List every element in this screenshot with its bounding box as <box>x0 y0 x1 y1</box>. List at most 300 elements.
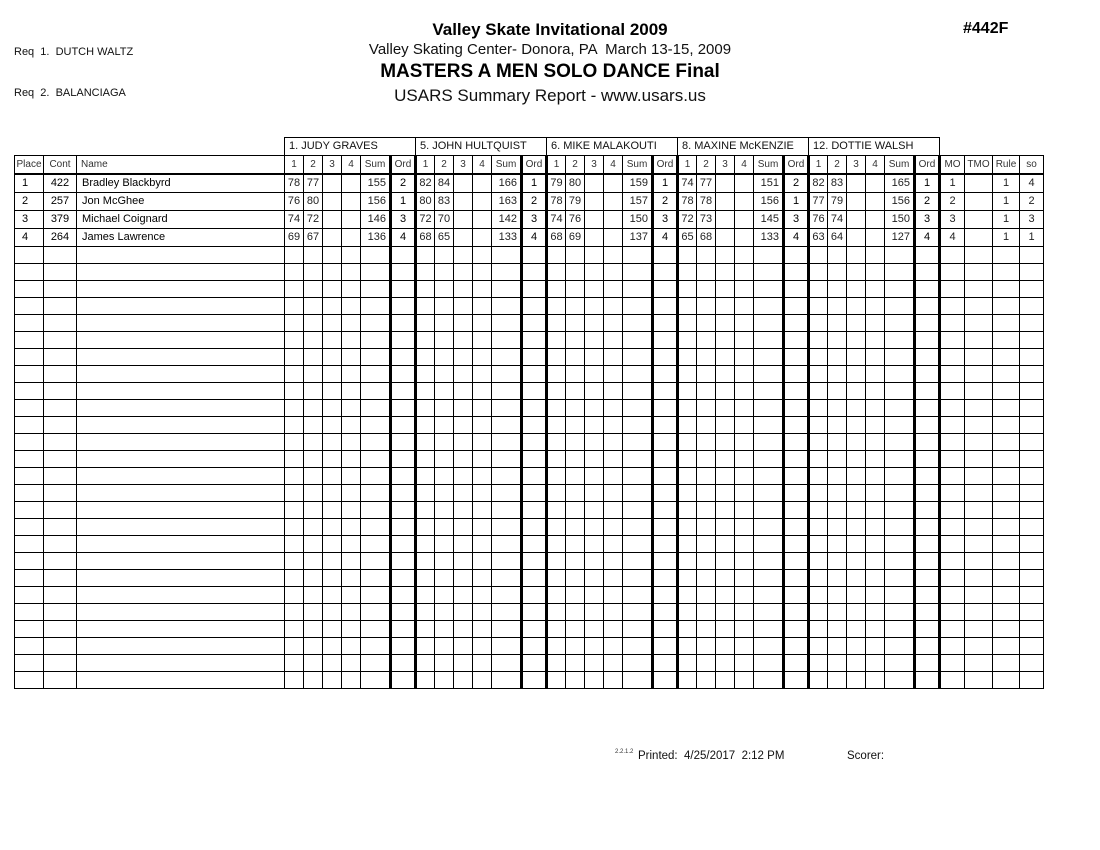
mo-cell <box>940 587 965 604</box>
rule-cell <box>993 332 1020 349</box>
score-cell: 74 <box>285 211 304 229</box>
rule-cell: 1 <box>993 174 1020 193</box>
sum-cell <box>623 468 653 485</box>
score-cell <box>323 298 342 315</box>
score-cell <box>716 536 735 553</box>
score-cell <box>454 553 473 570</box>
sum-cell <box>492 434 522 451</box>
score-cell: 83 <box>828 174 847 193</box>
score-cell <box>828 247 847 264</box>
sum-cell <box>361 264 391 281</box>
score-cell <box>716 434 735 451</box>
place-cell <box>15 519 44 536</box>
sum-cell <box>623 553 653 570</box>
score-cell <box>809 502 828 519</box>
ordinal-cell <box>522 604 547 621</box>
score-cell <box>716 174 735 193</box>
tmo-cell <box>965 315 993 332</box>
score-cell <box>323 247 342 264</box>
sum-cell <box>885 349 915 366</box>
ordinal-cell <box>391 655 416 672</box>
ordinal-cell: 1 <box>915 174 940 193</box>
rule-cell <box>993 468 1020 485</box>
empty-row <box>15 536 1044 553</box>
sum-cell <box>754 247 784 264</box>
ordinal-cell <box>522 434 547 451</box>
score-cell <box>828 281 847 298</box>
place-cell <box>15 553 44 570</box>
score-cell <box>828 451 847 468</box>
contestant-number-cell <box>44 485 77 502</box>
score-cell <box>585 655 604 672</box>
score-cell <box>323 638 342 655</box>
score-cell <box>566 434 585 451</box>
ordinal-cell <box>391 417 416 434</box>
score-cell <box>304 536 323 553</box>
score-cell <box>716 553 735 570</box>
score-cell <box>697 332 716 349</box>
mo-cell <box>940 638 965 655</box>
ordinal-cell <box>522 536 547 553</box>
ordinal-cell <box>653 264 678 281</box>
place-cell <box>15 349 44 366</box>
score-cell <box>304 468 323 485</box>
sum-cell <box>492 383 522 400</box>
score-cell <box>454 332 473 349</box>
score-cell <box>342 434 361 451</box>
ordinal-cell <box>784 519 809 536</box>
score-cell <box>716 298 735 315</box>
empty-row <box>15 417 1044 434</box>
place-cell <box>15 502 44 519</box>
score-cell <box>866 366 885 383</box>
ordinal-cell <box>915 264 940 281</box>
score-cell <box>716 229 735 247</box>
ordinal-cell: 1 <box>784 193 809 211</box>
skater-name-cell <box>77 434 285 451</box>
ordinal-cell <box>653 519 678 536</box>
ordinal-cell <box>522 264 547 281</box>
score-cell <box>547 298 566 315</box>
score-cell <box>735 672 754 689</box>
score-cell <box>809 485 828 502</box>
ordinal-cell <box>522 332 547 349</box>
score-cell <box>304 315 323 332</box>
score-cell: 77 <box>809 193 828 211</box>
sum-cell <box>885 434 915 451</box>
ordinal-cell: 4 <box>522 229 547 247</box>
ordinal-cell <box>653 417 678 434</box>
sum-cell: 136 <box>361 229 391 247</box>
col-header-judge-sum: Sum <box>754 156 784 175</box>
score-cell <box>323 485 342 502</box>
score-cell <box>285 519 304 536</box>
sum-cell <box>885 315 915 332</box>
score-cell <box>323 174 342 193</box>
score-cell <box>416 553 435 570</box>
so-cell <box>1020 383 1044 400</box>
ordinal-cell <box>522 349 547 366</box>
skater-name-cell <box>77 451 285 468</box>
score-cell: 72 <box>678 211 697 229</box>
score-cell <box>809 281 828 298</box>
score-cell <box>847 587 866 604</box>
score-cell <box>866 536 885 553</box>
score-cell <box>323 193 342 211</box>
score-cell <box>604 485 623 502</box>
ordinal-cell <box>915 315 940 332</box>
report-header <box>0 19 1100 108</box>
sum-cell: 166 <box>492 174 522 193</box>
score-cell <box>735 485 754 502</box>
score-cell <box>547 485 566 502</box>
sum-cell <box>492 468 522 485</box>
required-dance-2: Req 2. BALANCIAGA <box>14 86 126 99</box>
score-cell <box>604 383 623 400</box>
score-cell <box>454 638 473 655</box>
sum-cell <box>885 570 915 587</box>
ordinal-cell <box>915 587 940 604</box>
score-cell <box>866 502 885 519</box>
score-cell <box>697 383 716 400</box>
score-cell <box>323 400 342 417</box>
score-cell: 65 <box>435 229 454 247</box>
score-cell <box>416 502 435 519</box>
so-cell <box>1020 281 1044 298</box>
score-cell <box>566 519 585 536</box>
sum-cell <box>361 638 391 655</box>
tmo-cell <box>965 434 993 451</box>
score-cell <box>716 672 735 689</box>
score-cell <box>323 417 342 434</box>
score-cell <box>678 553 697 570</box>
mo-cell <box>940 264 965 281</box>
sum-cell <box>492 536 522 553</box>
score-cell <box>847 485 866 502</box>
so-cell <box>1020 672 1044 689</box>
ordinal-cell <box>653 502 678 519</box>
score-cell <box>809 451 828 468</box>
ordinal-cell <box>653 536 678 553</box>
score-cell <box>809 655 828 672</box>
score-cell <box>716 349 735 366</box>
score-cell <box>454 211 473 229</box>
score-cell <box>547 672 566 689</box>
sum-cell <box>623 536 653 553</box>
score-cell <box>435 434 454 451</box>
skater-name-cell <box>77 519 285 536</box>
score-cell <box>304 672 323 689</box>
version-stamp: 2.2.1.2 <box>615 749 634 755</box>
contestant-number-cell <box>44 298 77 315</box>
score-cell: 79 <box>547 174 566 193</box>
event-number: #442F <box>963 20 1009 37</box>
so-cell <box>1020 349 1044 366</box>
rule-cell <box>993 400 1020 417</box>
place-cell <box>15 434 44 451</box>
sum-cell <box>492 451 522 468</box>
score-cell <box>416 332 435 349</box>
score-cell <box>454 229 473 247</box>
rule-cell <box>993 655 1020 672</box>
judge-name-header-5: 12. DOTTIE WALSH <box>809 138 940 156</box>
mo-cell <box>940 349 965 366</box>
score-cell <box>585 587 604 604</box>
mo-cell <box>940 570 965 587</box>
mo-cell <box>940 502 965 519</box>
sum-cell <box>361 536 391 553</box>
score-cell <box>866 264 885 281</box>
score-cell <box>697 638 716 655</box>
score-cell <box>435 485 454 502</box>
score-cell <box>342 502 361 519</box>
score-cell <box>847 434 866 451</box>
sum-cell <box>754 536 784 553</box>
ordinal-cell <box>522 638 547 655</box>
score-cell <box>566 417 585 434</box>
score-cell <box>847 400 866 417</box>
skater-name-cell <box>77 383 285 400</box>
rule-cell <box>993 519 1020 536</box>
score-cell <box>735 587 754 604</box>
sum-cell: 156 <box>885 193 915 211</box>
score-cell <box>342 366 361 383</box>
contestant-number-cell <box>44 349 77 366</box>
skater-name-cell <box>77 570 285 587</box>
score-cell <box>866 211 885 229</box>
score-cell <box>473 519 492 536</box>
score-cell <box>566 468 585 485</box>
col-header-judge-ord: Ord <box>522 156 547 175</box>
score-cell <box>435 655 454 672</box>
score-cell <box>566 655 585 672</box>
score-cell <box>678 400 697 417</box>
skater-name-cell <box>77 264 285 281</box>
score-cell <box>735 502 754 519</box>
score-cell <box>547 604 566 621</box>
score-cell: 65 <box>678 229 697 247</box>
col-header-judge-3: 3 <box>585 156 604 175</box>
score-cell <box>323 451 342 468</box>
sum-cell: 151 <box>754 174 784 193</box>
score-cell <box>866 451 885 468</box>
score-cell <box>716 315 735 332</box>
ordinal-cell <box>391 332 416 349</box>
score-cell <box>716 485 735 502</box>
empty-row <box>15 451 1044 468</box>
score-cell <box>342 383 361 400</box>
sum-cell <box>361 400 391 417</box>
sum-cell <box>492 298 522 315</box>
sum-cell <box>361 451 391 468</box>
contestant-number-cell <box>44 383 77 400</box>
tmo-cell <box>965 211 993 229</box>
place-cell <box>15 281 44 298</box>
score-cell: 82 <box>416 174 435 193</box>
score-cell <box>304 519 323 536</box>
score-cell <box>828 485 847 502</box>
score-cell <box>866 174 885 193</box>
score-cell <box>697 519 716 536</box>
sum-cell <box>885 264 915 281</box>
place-cell <box>15 298 44 315</box>
ordinal-cell <box>653 451 678 468</box>
sum-cell <box>623 604 653 621</box>
score-cell <box>585 519 604 536</box>
score-cell <box>585 536 604 553</box>
score-cell <box>454 519 473 536</box>
sum-cell <box>754 655 784 672</box>
ordinal-cell: 2 <box>915 193 940 211</box>
result-row <box>15 193 1044 211</box>
rule-cell: 1 <box>993 211 1020 229</box>
sum-cell <box>361 587 391 604</box>
rule-cell <box>993 298 1020 315</box>
col-header-judge-2: 2 <box>697 156 716 175</box>
score-cell <box>809 587 828 604</box>
mo-cell <box>940 400 965 417</box>
ordinal-cell <box>391 502 416 519</box>
score-cell: 64 <box>828 229 847 247</box>
score-cell: 76 <box>285 193 304 211</box>
ordinal-cell <box>653 672 678 689</box>
score-cell <box>566 587 585 604</box>
score-cell <box>585 417 604 434</box>
score-cell <box>285 400 304 417</box>
score-cell <box>454 193 473 211</box>
ordinal-cell <box>784 434 809 451</box>
score-cell <box>847 174 866 193</box>
score-cell <box>285 298 304 315</box>
score-cell <box>678 587 697 604</box>
score-cell <box>847 451 866 468</box>
score-cell <box>866 604 885 621</box>
score-cell <box>435 332 454 349</box>
ordinal-cell <box>784 485 809 502</box>
score-cell <box>735 315 754 332</box>
score-cell <box>716 638 735 655</box>
sum-cell <box>492 400 522 417</box>
mo-cell <box>940 366 965 383</box>
score-cell <box>716 211 735 229</box>
score-cell <box>866 315 885 332</box>
score-cell <box>678 655 697 672</box>
score-cell <box>604 417 623 434</box>
tmo-cell <box>965 536 993 553</box>
sum-cell <box>623 366 653 383</box>
score-cell <box>828 672 847 689</box>
score-cell <box>416 485 435 502</box>
score-cell <box>604 638 623 655</box>
contestant-number-cell <box>44 604 77 621</box>
score-cell <box>285 468 304 485</box>
ordinal-cell <box>391 366 416 383</box>
score-cell <box>473 383 492 400</box>
score-cell <box>735 349 754 366</box>
score-cell <box>697 281 716 298</box>
sum-cell <box>361 383 391 400</box>
col-header-name: Name <box>77 156 285 175</box>
score-cell <box>585 451 604 468</box>
score-cell <box>304 621 323 638</box>
col-header-judge-2: 2 <box>828 156 847 175</box>
score-cell <box>473 587 492 604</box>
score-cell <box>323 468 342 485</box>
col-header-place: Place <box>15 156 44 175</box>
score-cell <box>604 400 623 417</box>
col-header-judge-4: 4 <box>604 156 623 175</box>
score-cell <box>585 247 604 264</box>
score-cell <box>566 553 585 570</box>
score-cell: 68 <box>416 229 435 247</box>
score-cell <box>435 604 454 621</box>
sum-cell <box>492 502 522 519</box>
col-header-judge-sum: Sum <box>885 156 915 175</box>
sum-cell <box>623 400 653 417</box>
sum-cell: 156 <box>361 193 391 211</box>
score-cell <box>566 604 585 621</box>
score-cell <box>342 229 361 247</box>
score-cell <box>473 553 492 570</box>
score-cell: 70 <box>435 211 454 229</box>
ordinal-cell <box>784 553 809 570</box>
ordinal-cell <box>784 502 809 519</box>
score-cell <box>435 570 454 587</box>
score-cell <box>828 349 847 366</box>
so-cell <box>1020 434 1044 451</box>
score-cell <box>473 349 492 366</box>
score-cell <box>566 349 585 366</box>
score-cell <box>697 553 716 570</box>
sum-cell <box>361 349 391 366</box>
ordinal-cell: 4 <box>915 229 940 247</box>
skater-name-cell <box>77 315 285 332</box>
score-cell <box>435 315 454 332</box>
score-cell <box>304 570 323 587</box>
score-cell: 78 <box>697 193 716 211</box>
ordinal-cell <box>915 638 940 655</box>
score-cell <box>809 332 828 349</box>
so-cell <box>1020 519 1044 536</box>
score-cell <box>735 553 754 570</box>
score-cell: 74 <box>547 211 566 229</box>
score-cell <box>454 536 473 553</box>
score-cell <box>604 315 623 332</box>
score-cell <box>473 247 492 264</box>
score-cell <box>435 621 454 638</box>
score-cell: 68 <box>547 229 566 247</box>
sum-cell <box>885 298 915 315</box>
score-cell <box>454 349 473 366</box>
rule-cell <box>993 536 1020 553</box>
ordinal-cell: 3 <box>522 211 547 229</box>
tmo-cell <box>965 638 993 655</box>
score-cell <box>585 366 604 383</box>
ordinal-cell <box>522 621 547 638</box>
score-cell <box>435 536 454 553</box>
score-cell <box>604 604 623 621</box>
ordinal-cell <box>653 621 678 638</box>
rule-cell <box>993 638 1020 655</box>
sum-cell <box>361 298 391 315</box>
skater-name-cell <box>77 587 285 604</box>
score-cell <box>678 349 697 366</box>
sum-cell <box>361 604 391 621</box>
empty-row <box>15 264 1044 281</box>
score-cell <box>285 247 304 264</box>
ordinal-cell <box>391 451 416 468</box>
ordinal-cell <box>915 400 940 417</box>
